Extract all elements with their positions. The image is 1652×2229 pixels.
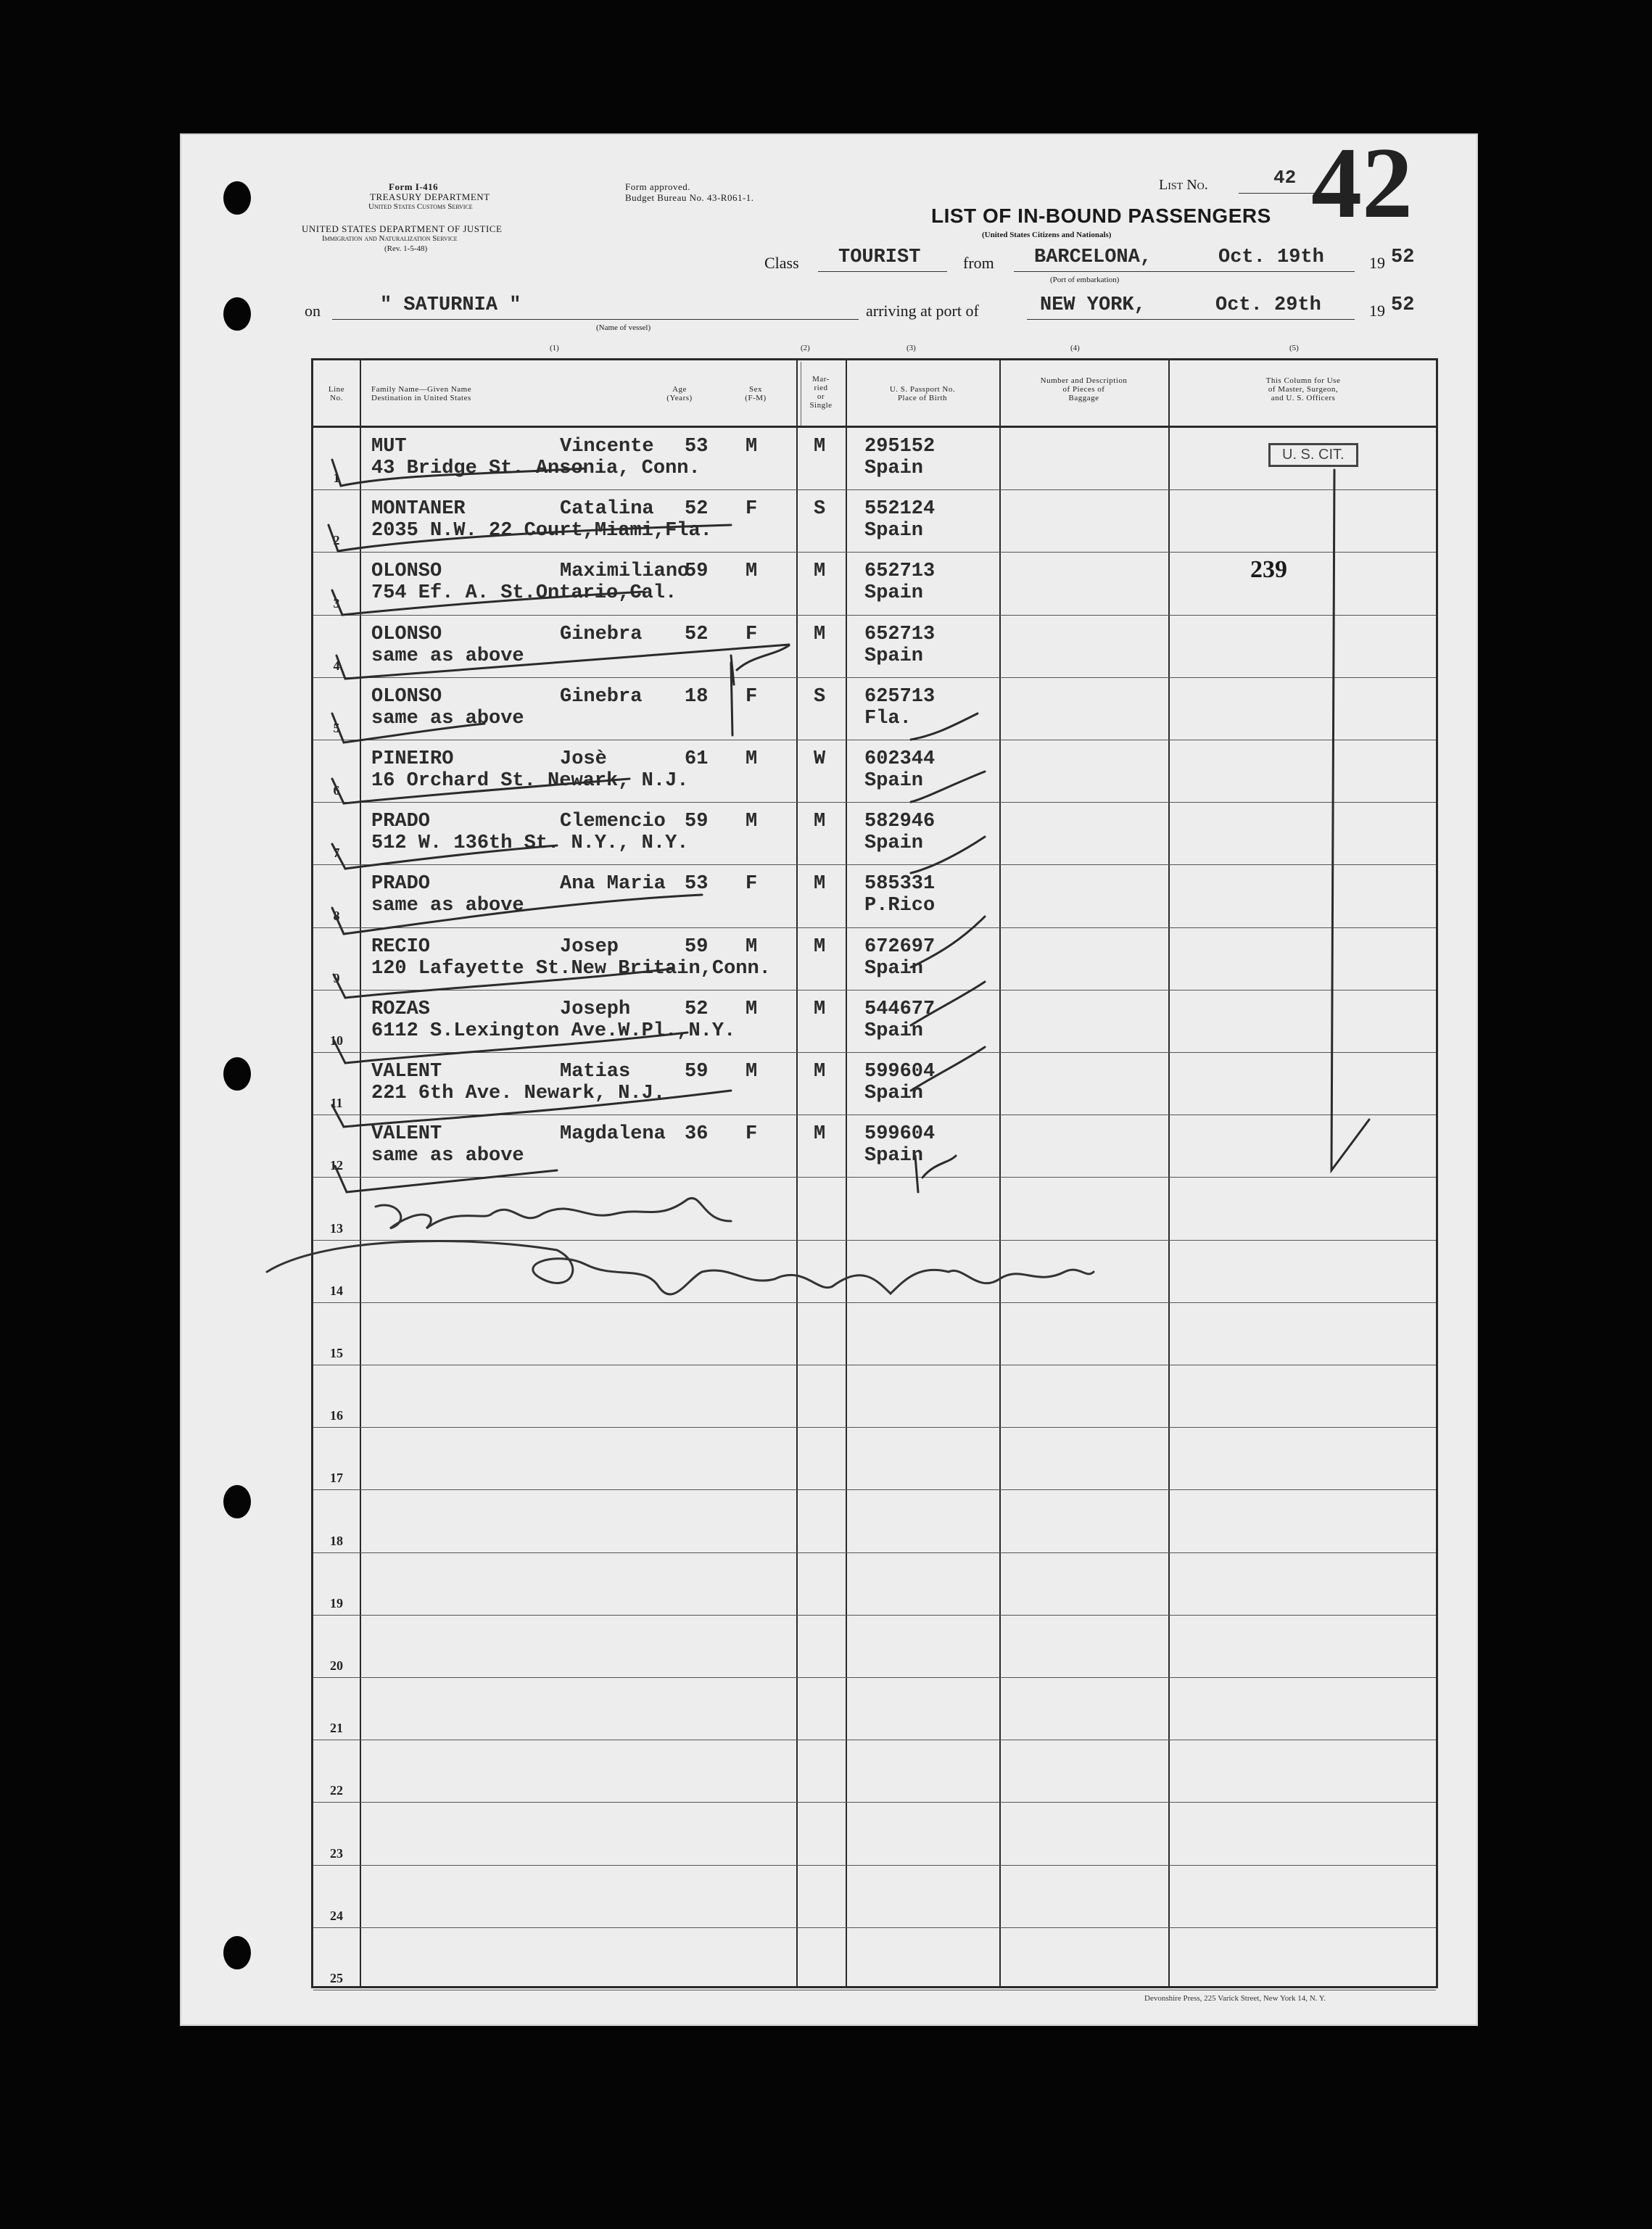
passenger-passport: 582946	[864, 811, 936, 833]
passenger-sex: F	[746, 1123, 758, 1146]
passenger-age: 59	[685, 935, 709, 958]
row-rule	[313, 927, 1436, 928]
passenger-sex: F	[746, 685, 758, 708]
line-number: 25	[330, 1971, 343, 1985]
class-underline	[818, 271, 947, 272]
passenger-address: 43 Bridge St. Ansonia, Conn.	[371, 458, 701, 479]
col-num-5: (5)	[1289, 344, 1299, 352]
row-rule	[313, 1489, 1436, 1490]
passenger-marital: M	[814, 998, 826, 1020]
passenger-birth: Fla.	[864, 707, 912, 729]
passenger-given: Maximiliano	[560, 561, 690, 583]
line-number: 19	[330, 1595, 343, 1610]
form-approved: Form approved.	[625, 181, 691, 192]
from-underline	[1014, 271, 1355, 272]
passenger-birth: Spain	[864, 770, 924, 792]
passenger-age: 52	[685, 998, 709, 1020]
line-number: 13	[330, 1220, 343, 1236]
passenger-address: 120 Lafayette St.New Britain,Conn.	[371, 957, 771, 980]
list-no-typed: 42	[1273, 167, 1297, 189]
passenger-passport: 652713	[864, 561, 936, 583]
line-number: 21	[330, 1721, 343, 1736]
passenger-birth: Spain	[864, 1083, 924, 1104]
passenger-address: same as above	[371, 645, 524, 667]
passenger-given: Matias	[560, 1061, 631, 1083]
binder-hole	[223, 297, 251, 331]
passenger-sex: M	[746, 748, 758, 770]
vessel-name: " SATURNIA "	[380, 294, 521, 316]
passenger-family: RECIO	[371, 935, 431, 958]
passenger-age: 36	[685, 1123, 709, 1146]
passenger-sex: M	[746, 811, 758, 833]
row-rule	[313, 1927, 1436, 1928]
passenger-passport: 602344	[864, 748, 936, 770]
passenger-passport: 295152	[864, 436, 936, 458]
header-rule	[313, 426, 1436, 428]
passenger-age: 59	[685, 811, 709, 833]
row-rule	[313, 1427, 1436, 1428]
line-number: 3	[333, 595, 340, 611]
passenger-family: PINEIRO	[371, 748, 454, 770]
passenger-age: 59	[685, 561, 709, 583]
header-line-no: Line No.	[328, 385, 345, 402]
passenger-birth: Spain	[864, 957, 924, 980]
passenger-sex: F	[746, 873, 758, 896]
passenger-marital: M	[814, 935, 826, 958]
passenger-marital: M	[814, 1123, 826, 1146]
passenger-marital: S	[814, 498, 826, 521]
document-subtitle: (United States Citizens and Nationals)	[982, 231, 1112, 239]
row-rule	[313, 802, 1436, 803]
line-number: 15	[330, 1346, 343, 1360]
passenger-family: VALENT	[371, 1061, 442, 1083]
line-number: 14	[330, 1283, 343, 1298]
line-number: 8	[333, 908, 340, 923]
arrival-date: Oct. 29th	[1215, 294, 1321, 316]
passenger-age: 52	[685, 623, 709, 645]
passenger-passport: 652713	[864, 623, 936, 645]
passenger-family: OLONSO	[371, 685, 442, 708]
col-divider	[796, 360, 798, 1986]
passenger-address: 512 W. 136th St. N.Y., N.Y.	[371, 832, 689, 855]
us-citizen-stamp: U. S. CIT.	[1268, 443, 1358, 467]
row-rule	[313, 1240, 1436, 1241]
line-number: 23	[330, 1845, 343, 1861]
passenger-passport: 599604	[864, 1061, 936, 1083]
passenger-marital: M	[814, 811, 826, 833]
passenger-sex: M	[746, 1061, 758, 1083]
class-label: Class	[764, 254, 799, 272]
col-divider	[846, 360, 847, 1986]
passenger-table	[311, 358, 1438, 1988]
passenger-given: Ginebra	[560, 623, 643, 645]
passenger-age: 18	[685, 685, 709, 708]
passenger-family: MONTANER	[371, 498, 466, 521]
passenger-age: 61	[685, 748, 709, 770]
line-number: 18	[330, 1533, 343, 1548]
passenger-family: VALENT	[371, 1123, 442, 1146]
header-passport: U. S. Passport No. Place of Birth	[889, 385, 956, 402]
ins-service: Immigration and Naturalization Service	[322, 234, 458, 243]
col-num-4: (4)	[1070, 344, 1080, 352]
passenger-birth: Spain	[864, 1145, 924, 1167]
passenger-birth: Spain	[864, 1020, 924, 1042]
passenger-family: PRADO	[371, 811, 431, 833]
passenger-given: Josep	[560, 935, 619, 958]
passenger-passport: 625713	[864, 685, 936, 708]
row-rule	[313, 1615, 1436, 1616]
arriving-label: arriving at port of	[866, 302, 979, 320]
line-number: 1	[333, 471, 340, 486]
row-rule	[313, 489, 1436, 490]
passenger-birth: Spain	[864, 458, 924, 479]
passenger-given: Ginebra	[560, 685, 643, 708]
passenger-marital: S	[814, 685, 826, 708]
from-label: from	[963, 254, 994, 272]
passenger-given: Magdalena	[560, 1123, 666, 1146]
row-rule	[313, 1177, 1436, 1178]
passenger-given: Josè	[560, 748, 607, 770]
line-number: 11	[330, 1096, 343, 1111]
header-age: Age (Years)	[666, 385, 693, 402]
row-rule	[313, 864, 1436, 865]
passenger-passport: 599604	[864, 1123, 936, 1146]
line-number: 10	[330, 1033, 343, 1048]
row-rule	[313, 990, 1436, 991]
passenger-family: OLONSO	[371, 623, 442, 645]
line-number: 5	[333, 721, 340, 735]
col-divider	[999, 360, 1001, 1986]
vessel-underline	[332, 319, 859, 320]
row-rule	[313, 1052, 1436, 1053]
year-prefix-1: 19	[1369, 254, 1385, 272]
list-no-label: List No.	[1159, 177, 1208, 193]
row-rule	[313, 615, 1436, 616]
passenger-address: same as above	[371, 1145, 524, 1167]
binder-hole	[223, 1485, 251, 1518]
row-rule	[313, 677, 1436, 678]
passenger-birth: Spain	[864, 832, 924, 855]
passenger-birth: P.Rico	[864, 895, 936, 917]
passenger-address: same as above	[371, 707, 524, 729]
header-baggage: Number and Description of Pieces of Baggage	[1040, 376, 1128, 402]
customs-service: United States Customs Service	[368, 202, 473, 211]
binder-hole	[223, 1936, 251, 1969]
passenger-marital: M	[814, 623, 826, 645]
col-num-1: (1)	[550, 344, 559, 352]
row-rule	[313, 1802, 1436, 1803]
line-number: 17	[330, 1471, 343, 1486]
line-number: 12	[330, 1158, 343, 1173]
passenger-sex: F	[746, 498, 758, 521]
col-divider	[360, 360, 361, 1986]
header-officers: This Column for Use of Master, Surgeon, and U. S. Officers	[1265, 376, 1341, 402]
col-num-2: (2)	[801, 344, 810, 352]
line-number: 2	[333, 533, 340, 548]
year-suffix-2: 52	[1391, 294, 1415, 316]
line-number: 6	[333, 783, 340, 798]
arrival-port: NEW YORK,	[1040, 294, 1146, 316]
document-title: LIST OF IN-BOUND PASSENGERS	[931, 204, 1271, 227]
class-value: TOURIST	[838, 247, 921, 268]
passenger-marital: M	[814, 1061, 826, 1083]
budget-bureau: Budget Bureau No. 43-R061-1.	[625, 192, 754, 203]
passenger-given: Joseph	[560, 998, 631, 1020]
printer-imprint: Devonshire Press, 225 Varick Street, New York 14, N. Y.	[1144, 1994, 1326, 2003]
on-label: on	[305, 302, 321, 320]
passenger-passport: 585331	[864, 873, 936, 896]
col-num-3: (3)	[906, 344, 916, 352]
vessel-caption: (Name of vessel)	[596, 323, 651, 332]
passenger-age: 59	[685, 1061, 709, 1083]
line-number: 16	[330, 1408, 343, 1423]
passenger-age: 52	[685, 498, 709, 521]
passenger-address: 16 Orchard St. Newark, N.J.	[371, 770, 689, 792]
treasury-dept: TREASURY DEPARTMENT	[370, 191, 490, 202]
passenger-family: ROZAS	[371, 998, 431, 1020]
passenger-given: Ana Maria	[560, 873, 666, 896]
passenger-family: OLONSO	[371, 561, 442, 583]
passenger-marital: M	[814, 873, 826, 896]
passenger-address: 754 Ef. A. St.Ontario,Cal.	[371, 582, 677, 605]
list-no-stamp: 42	[1311, 127, 1413, 239]
passenger-sex: M	[746, 935, 758, 958]
justice-dept: UNITED STATES DEPARTMENT OF JUSTICE	[302, 223, 503, 234]
passenger-birth: Spain	[864, 645, 924, 667]
passenger-passport: 544677	[864, 998, 936, 1020]
row-rule	[313, 1302, 1436, 1303]
passenger-given: Clemencio	[560, 811, 666, 833]
embark-port: BARCELONA,	[1034, 247, 1152, 268]
form-revision: (Rev. 1-5-48)	[384, 244, 428, 253]
passenger-address: same as above	[371, 895, 524, 917]
depart-date: Oct. 19th	[1218, 247, 1324, 268]
passenger-sex: M	[746, 436, 758, 458]
passenger-age: 53	[685, 873, 709, 896]
passenger-age: 53	[685, 436, 709, 458]
row-rule	[313, 1114, 1436, 1115]
passenger-sex: M	[746, 561, 758, 583]
passenger-family: PRADO	[371, 873, 431, 896]
embark-caption: (Port of embarkation)	[1050, 276, 1120, 284]
passenger-marital: M	[814, 436, 826, 458]
manifest-page	[180, 127, 1478, 2026]
row-rule	[313, 1865, 1436, 1866]
header-sex: Sex (F-M)	[745, 385, 767, 402]
passenger-address: 2035 N.W. 22 Court,Miami,Fla.	[371, 520, 712, 542]
passenger-given: Vincente	[560, 436, 654, 458]
passenger-passport: 672697	[864, 935, 936, 958]
passenger-marital: M	[814, 561, 826, 583]
passenger-given: Catalina	[560, 498, 654, 521]
col-divider	[1168, 360, 1170, 1986]
form-number: Form I-416	[389, 181, 439, 192]
passenger-address: 6112 S.Lexington Ave.W.Pl.,N.Y.	[371, 1020, 736, 1042]
arrival-underline	[1027, 319, 1355, 320]
binder-hole	[223, 1057, 251, 1091]
line-number: 9	[333, 970, 340, 985]
year-prefix-2: 19	[1369, 302, 1385, 320]
passenger-sex: F	[746, 623, 758, 645]
year-suffix-1: 52	[1391, 247, 1415, 268]
line-number: 20	[330, 1658, 343, 1673]
row-rule	[313, 552, 1436, 553]
row-rule	[313, 1552, 1436, 1553]
passenger-birth: Spain	[864, 582, 924, 605]
header-name: Family Name—Given Name Destination in United States	[371, 385, 472, 402]
passenger-marital: W	[814, 748, 826, 770]
line-number: 24	[330, 1908, 343, 1923]
passenger-birth: Spain	[864, 520, 924, 542]
passenger-family: MUT	[371, 436, 407, 458]
line-number: 7	[333, 845, 340, 861]
passenger-sex: M	[746, 998, 758, 1020]
line-number: 22	[330, 1783, 343, 1798]
header-marital: Mar- ried or Single	[809, 375, 833, 410]
binder-hole	[223, 181, 251, 215]
officer-record-number: 239	[1250, 556, 1287, 583]
row-rule	[313, 1677, 1436, 1678]
line-number: 4	[333, 658, 340, 673]
passenger-passport: 552124	[864, 498, 936, 521]
passenger-address: 221 6th Ave. Newark, N.J.	[371, 1083, 666, 1104]
